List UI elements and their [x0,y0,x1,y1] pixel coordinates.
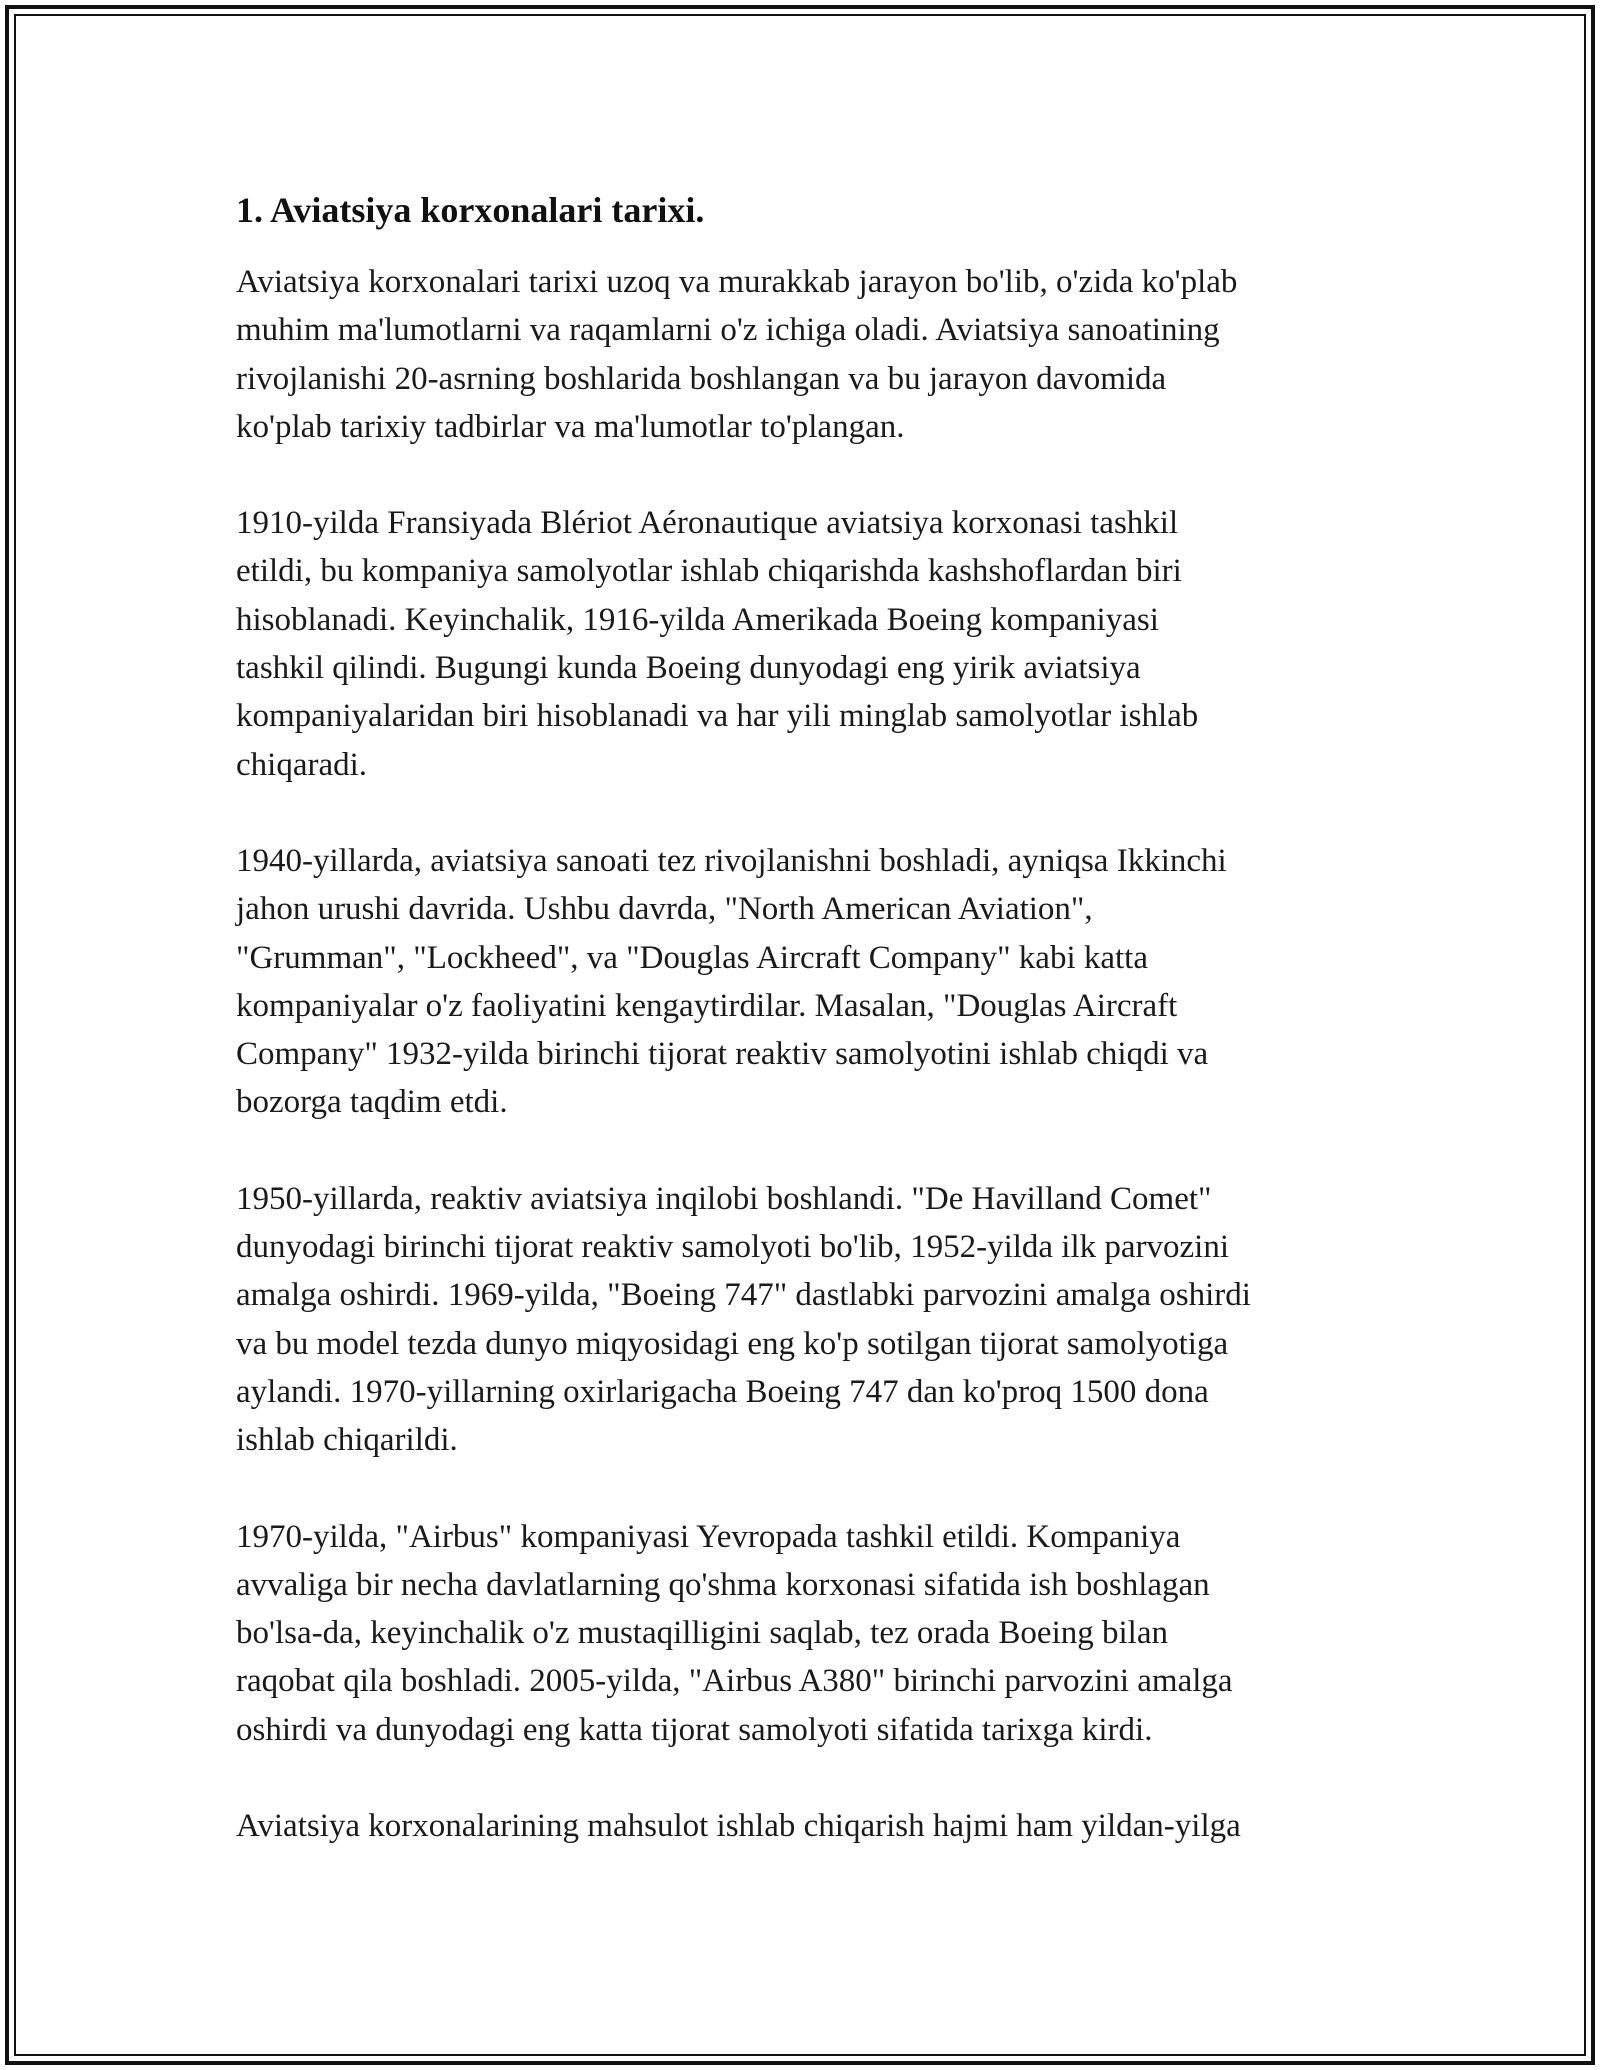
text-line: jahon urushi davrida. Ushbu davrda, "North American Aviation", [236,891,1093,928]
text-line: hisoblanadi. Keyinchalik, 1916-yilda Amerikada Boeing kompaniyasi [236,601,1159,638]
paragraph-1950 [236,1175,1376,1465]
text-line: kompaniyalar o'z faoliyatini kengaytirdilar. Masalan, "Douglas Aircraft [236,987,1178,1024]
paragraph-1970 [236,1513,1376,1754]
text-line: muhim ma'lumotlarni va raqamlarni o'z ichiga oladi. Aviatsiya sanoatining [236,312,1220,349]
text-line: amalga oshirdi. 1969-yilda, "Boeing 747" dastlabki parvozini amalga oshirdi [236,1277,1251,1314]
paragraph-1910 [236,499,1376,789]
text-line: aylandi. 1970-yillarning oxirlarigacha Boeing 747 dan ko'proq 1500 dona [236,1373,1209,1410]
text-line: "Grumman", "Lockheed", va "Douglas Aircraft Company" kabi katta [236,939,1148,976]
text-line: bozorga taqdim etdi. [236,1084,508,1121]
text-line: va bu model tezda dunyo miqyosidagi eng ko'p sotilgan tijorat samolyotiga [236,1325,1229,1362]
section-heading: 1. Aviatsiya korxonalari tarixi. [236,190,705,230]
text-line: kompaniyalaridan biri hisoblanadi va har yili minglab samolyotlar ishlab [236,698,1199,735]
text-line: ishlab chiqarildi. [236,1422,458,1459]
text-line: Aviatsiya korxonalari tarixi uzoq va murakkab jarayon bo'lib, o'zida ko'plab [236,264,1238,300]
text-line: 1950-yillarda, reaktiv aviatsiya inqilobi boshlandi. "De Havilland Comet" [236,1180,1212,1217]
text-line: 1910-yilda Fransiyada Blériot Aéronautique aviatsiya korxonasi tashkil [236,505,1179,542]
text-line: raqobat qila boshladi. 2005-yilda, "Airbus A380" birinchi parvozini amalga [236,1663,1233,1700]
text-line: bo'lsa-da, keyinchalik o'z mustaqilligini saqlab, tez orada Boeing bilan [236,1615,1168,1652]
text-line: etildi, bu kompaniya samolyotlar ishlab chiqarishda kashshoflardan biri [236,553,1182,590]
text-line: rivojlanishi 20-asrning boshlarida boshlangan va bu jarayon davomida [236,360,1167,397]
paragraph-intro [236,258,1376,451]
paragraph-1940 [236,837,1376,1127]
text-line: avvaliga bir necha davlatlarning qo'shma korxonasi sifatida ish boshlagan [236,1566,1210,1603]
text-line: chiqaradi. [236,746,368,783]
text-line: tashkil qilindi. Bugungi kunda Boeing dunyodagi eng yirik aviatsiya [236,650,1141,687]
text-line: Company" 1932-yilda birinchi tijorat reaktiv samolyotini ishlab chiqdi va [236,1036,1209,1073]
paragraph-production [236,1802,1376,1850]
text-line: oshirdi va dunyodagi eng katta tijorat samolyoti sifatida tarixga kirdi. [236,1711,1153,1748]
text-line: ko'plab tarixiy tadbirlar va ma'lumotlar to'plangan. [236,408,905,445]
document-body [236,186,1376,1898]
text-line: 1970-yilda, "Airbus" kompaniyasi Yevropada tashkil etildi. Kompaniya [236,1518,1181,1555]
text-line: Aviatsiya korxonalarining mahsulot ishlab chiqarish hajmi ham yildan-yilga [236,1808,1241,1845]
text-line: dunyodagi birinchi tijorat reaktiv samolyoti bo'lib, 1952-yilda ilk parvozini [236,1229,1230,1266]
text-line: 1940-yillarda, aviatsiya sanoati tez rivojlanishni boshladi, ayniqsa Ikkinchi [236,842,1227,879]
